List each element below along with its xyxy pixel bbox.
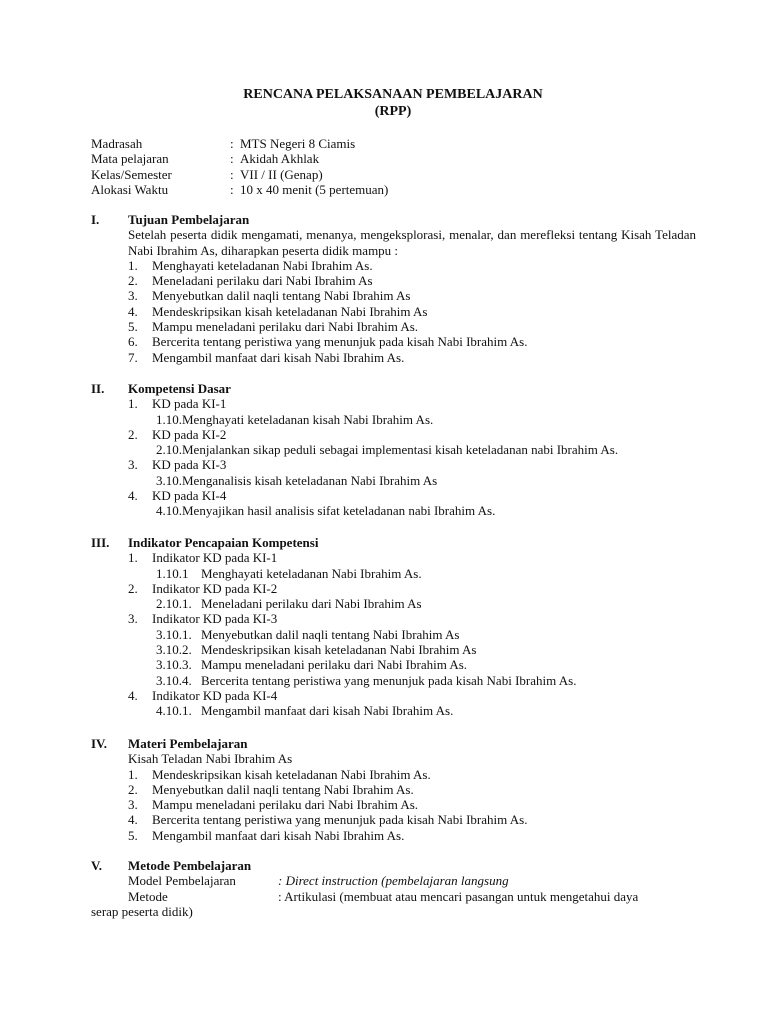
list-item: 2. Menyebutkan dalil naqli tentang Nabi Ibrahim As. (128, 781, 414, 797)
section-materi (91, 736, 696, 843)
list-item: 4. Indikator KD pada KI-4 (128, 687, 278, 703)
sub-item: 4.10.1. Mengambil manfaat dari kisah Nabi Ibrahim As. (156, 703, 454, 719)
list-item: 7. Mengambil manfaat dari kisah Nabi Ibrahim As. (128, 349, 405, 365)
sub-item: 3.10.Menganalisis kisah keteladanan Nabi Ibrahim As (156, 472, 438, 488)
info-colon: : (230, 166, 234, 182)
list-item: 1. KD pada KI-1 (128, 396, 227, 412)
list-item: 1. Mendeskripsikan kisah keteladanan Nabi Ibrahim As. (128, 766, 431, 782)
list-item: 1. Menghayati keteladanan Nabi Ibrahim As. (128, 257, 373, 273)
info-value: Akidah Akhlak (240, 151, 320, 167)
method-row-model (128, 873, 696, 888)
list-item: 5. Mampu meneladani perilaku dari Nabi Ibrahim As. (128, 319, 419, 335)
sub-item: 3.10.2. Mendeskripsikan kisah keteladanan Nabi Ibrahim As (156, 642, 477, 658)
info-colon: : (230, 151, 234, 167)
sub-item: 3.10.3. Mampu meneladani perilaku dari Nabi Ibrahim As. (156, 657, 468, 673)
list-item: 2. Meneladani perilaku dari Nabi Ibrahim As (128, 273, 373, 289)
info-label: Kelas/Semester (91, 166, 172, 182)
method-continuation: serap peserta didik) (91, 903, 193, 919)
section-indikator (91, 535, 696, 719)
section-number: II. (91, 381, 105, 396)
info-value: 10 x 40 menit (5 pertemuan) (240, 181, 389, 197)
section-title: Metode Pembelajaran (128, 858, 252, 873)
sub-item: 3.10.1. Menyebutkan dalil naqli tentang Nabi Ibrahim As (156, 626, 460, 642)
section-number: IV. (91, 736, 108, 751)
list-item: 2. KD pada KI-2 (128, 426, 227, 442)
info-label: Madrasah (91, 136, 143, 151)
method-value: : Direct instruction (pembelajaran langsung (278, 873, 509, 889)
section-metode (91, 858, 696, 919)
info-colon: : (230, 136, 234, 151)
section-title: Kompetensi Dasar (128, 381, 231, 396)
list-item: 5. Mengambil manfaat dari kisah Nabi Ibrahim As. (128, 827, 405, 843)
info-value: MTS Negeri 8 Ciamis (240, 136, 356, 151)
section-number: V. (91, 858, 102, 873)
sub-item: 1.10.Menghayati keteladanan kisah Nabi Ibrahim As. (156, 411, 434, 427)
method-value: : Artikulasi (membuat atau mencari pasangan untuk mengetahui daya (278, 888, 639, 904)
list-item: 3. KD pada KI-3 (128, 457, 227, 473)
document-subtitle: (RPP) (374, 104, 412, 119)
list-item: 6. Bercerita tentang peristiwa yang menunjuk pada kisah Nabi Ibrahim As. (128, 334, 528, 350)
section-intro: Setelah peserta didik mengamati, menanya, mengeksplorasi, menalar, dan merefleksi tentang Kisah Teladan Nabi Ibrahim As, diharapkan peserta didik mampu : (128, 227, 696, 258)
list-item: 1. Indikator KD pada KI-1 (128, 550, 278, 566)
list-item: 3. Menyebutkan dalil naqli tentang Nabi Ibrahim As (128, 288, 411, 304)
info-colon: : (230, 181, 234, 197)
sub-item: 2.10.Menjalankan sikap peduli sebagai implementasi kisah keteladanan nabi Ibrahim As. (156, 442, 619, 458)
section-kompetensi (91, 381, 696, 519)
method-label: Model Pembelajaran (128, 873, 236, 889)
info-value: VII / II (Genap) (240, 166, 323, 182)
section-number: I. (91, 212, 100, 227)
section-number: III. (91, 535, 110, 550)
section-title: Indikator Pencapaian Kompetensi (128, 535, 319, 550)
sub-item: 3.10.4. Bercerita tentang peristiwa yang menunjuk pada kisah Nabi Ibrahim As. (156, 672, 577, 688)
list-item: 2. Indikator KD pada KI-2 (128, 580, 278, 596)
section-title: Tujuan Pembelajaran (128, 212, 250, 227)
section-title: Materi Pembelajaran (128, 736, 248, 751)
method-row-metode (128, 889, 696, 904)
document-title: RENCANA PELAKSANAAN PEMBELAJARAN (243, 87, 543, 102)
sub-item: 1.10.1 Menghayati keteladanan Nabi Ibrahim As. (156, 565, 422, 581)
list-item: 4. KD pada KI-4 (128, 488, 227, 504)
sub-item: 4.10.Menyajikan hasil analisis sifat keteladanan nabi Ibrahim As. (156, 503, 496, 519)
list-item: 4. Bercerita tentang peristiwa yang menunjuk pada kisah Nabi Ibrahim As. (128, 812, 528, 828)
info-label: Mata pelajaran (91, 151, 169, 167)
section-intro: Kisah Teladan Nabi Ibrahim As (128, 751, 293, 767)
list-item: 3. Mampu meneladani perilaku dari Nabi Ibrahim As. (128, 797, 419, 813)
sub-item: 2.10.1. Meneladani perilaku dari Nabi Ibrahim As (156, 596, 422, 612)
method-label: Metode (128, 888, 168, 904)
info-label: Alokasi Waktu (91, 181, 169, 197)
list-item: 4. Mendeskripsikan kisah keteladanan Nabi Ibrahim As (128, 303, 428, 319)
list-item: 3. Indikator KD pada KI-3 (128, 611, 278, 627)
section-tujuan (91, 212, 696, 365)
